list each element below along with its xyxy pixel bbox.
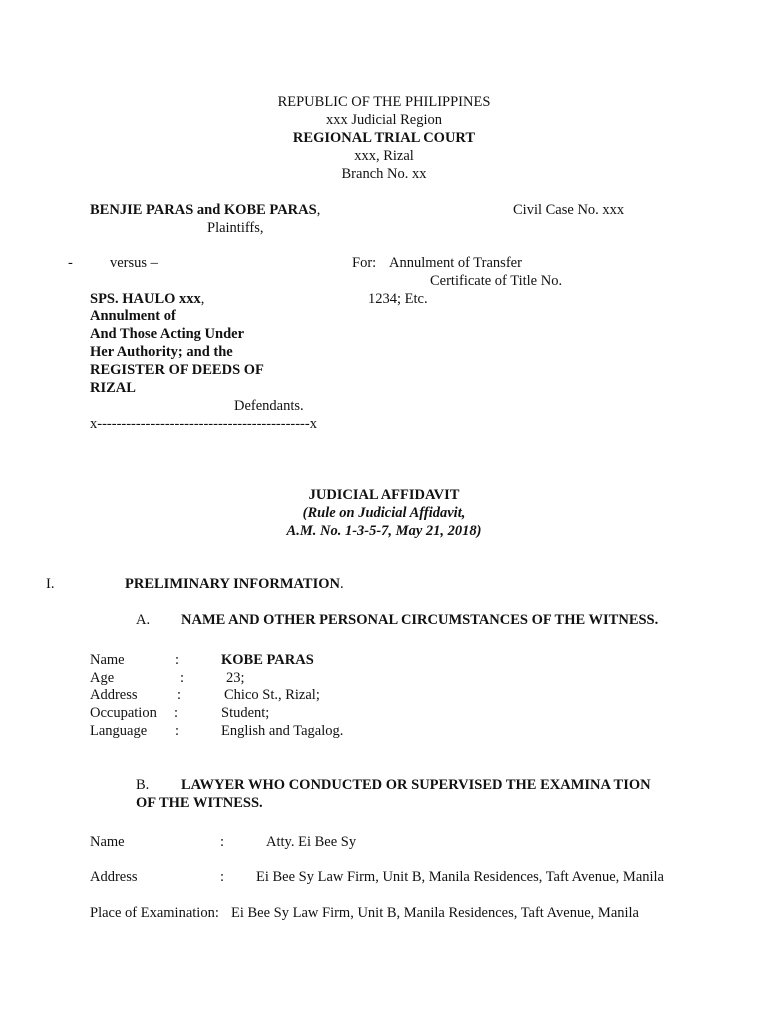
civil-case-number: Civil Case No. xxx [513,202,625,218]
examination-place-label: Place of Examination: [90,905,219,921]
witness-address-label: Address [90,687,138,703]
witness-name-colon: : [175,652,180,668]
for-line-1: Annulment of Transfer [389,255,522,271]
defendant-line-2: And Those Acting Under [90,326,245,342]
for-label: For: [352,255,377,271]
defendant-line-4: REGISTER OF DEEDS OF [90,362,264,378]
defendant-line-3: Her Authority; and the [90,344,233,360]
section-heading-period: . [339,576,344,592]
lawyer-address-value: Ei Bee Sy Law Firm, Unit B, Manila Residences, Taft Avenue, Manila [256,869,664,885]
witness-age-label: Age [90,670,115,686]
defendant-comma: , [200,291,205,307]
court-location: xxx, Rizal [354,148,414,164]
defendant-line-5: RIZAL [90,380,136,396]
judicial-region: xxx Judicial Region [326,112,442,128]
witness-occupation-colon: : [174,705,179,721]
defendant-name: SPS. HAULO xxx [90,291,201,307]
lawyer-address-label: Address [90,869,138,885]
defendant-line [90,290,204,308]
document-subtitle-1: (Rule on Judicial Affidavit, [302,505,466,521]
witness-address-colon: : [177,687,182,703]
witness-name-label: Name [90,652,125,668]
witness-address-value: Chico St., Rizal; [224,687,320,703]
witness-language-value: English and Tagalog. [221,723,344,739]
witness-name-value: KOBE PARAS [221,652,314,668]
section-numeral: I. [46,576,55,592]
subsection-b-letter: B. [136,777,150,793]
defendants-label: Defendants. [234,398,304,414]
document-title: JUDICIAL AFFIDAVIT [308,487,460,503]
defendant-line-1: Annulment of [90,308,176,324]
witness-language-label: Language [90,723,148,739]
document-subtitle-2: A.M. No. 1-3-5-7, May 21, 2018) [286,523,482,539]
subsection-a-letter: A. [136,612,151,628]
republic-heading: REPUBLIC OF THE PHILIPPINES [277,94,491,110]
plaintiffs-names: BENJIE PARAS and KOBE PARAS [90,202,317,218]
witness-age-colon: : [180,670,185,686]
witness-occupation-value: Student; [221,705,270,721]
subsection-b-heading-2: OF THE WITNESS. [136,795,263,811]
lawyer-name-label: Name [90,834,125,850]
witness-language-colon: : [175,723,180,739]
versus-label: versus – [110,255,158,271]
lawyer-name-colon: : [220,834,225,850]
lawyer-address-colon: : [220,869,225,885]
section-heading: PRELIMINARY INFORMATION [125,576,340,592]
branch-number: Branch No. xx [341,166,427,182]
plaintiffs-label: Plaintiffs, [207,220,264,236]
plaintiffs-comma: , [316,202,321,218]
for-line-3: 1234; Etc. [368,291,428,307]
lawyer-name-value: Atty. Ei Bee Sy [266,834,357,850]
court-name: REGIONAL TRIAL COURT [292,130,476,146]
subsection-a-heading: NAME AND OTHER PERSONAL CIRCUMSTANCES OF THE WITNESS. [181,612,659,628]
plaintiffs-line [90,201,320,219]
witness-occupation-label: Occupation [90,705,157,721]
versus-dash: - [68,255,73,271]
subsection-b-heading-1: LAWYER WHO CONDUCTED OR SUPERVISED THE EXAMINA TION [181,777,651,793]
section-heading-line [125,575,344,593]
caption-separator: x--------------------------------------------x [90,416,317,432]
examination-place-value: Ei Bee Sy Law Firm, Unit B, Manila Residences, Taft Avenue, Manila [231,905,639,921]
for-line-2: Certificate of Title No. [430,273,563,289]
witness-age-value: 23; [226,670,245,686]
